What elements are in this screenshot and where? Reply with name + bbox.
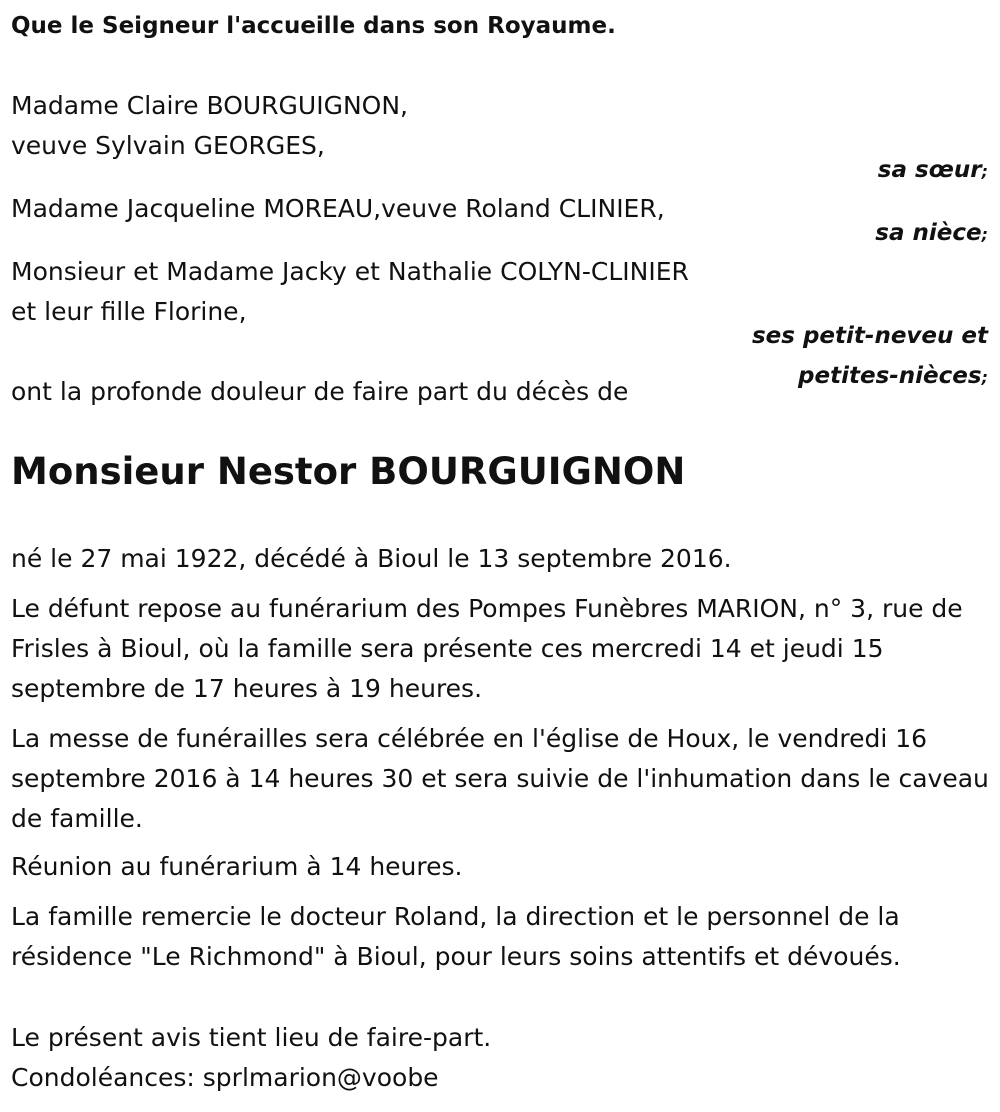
announcement-text: ont la profonde douleur de faire part du décès de <box>11 377 629 406</box>
relation-grandnephews-line-2 <box>798 356 988 398</box>
family-entry-2-line-1: Madame Jacqueline MOREAU,veuve Roland CLINIER, <box>11 194 665 223</box>
relation-sister-label: sa sœur <box>877 157 982 183</box>
birth-death-dates: né le 27 mai 1922, décédé à Bioul le 13 septembre 2016. <box>11 544 732 573</box>
family-entry-1-line-2: veuve Sylvain GEORGES, <box>11 131 325 160</box>
family-entry-3-line-2: et leur fille Florine, <box>11 297 247 326</box>
relation-niece-label: sa nièce <box>875 220 982 246</box>
relation-separator: ; <box>981 225 988 244</box>
notice-text: Le présent avis tient lieu de faire-part. <box>11 1023 492 1052</box>
relation-sister <box>878 150 988 192</box>
funeral-meeting: Réunion au funérarium à 14 heures. <box>11 852 463 881</box>
family-entry-3-line-1: Monsieur et Madame Jacky et Nathalie COLYN-CLINIER <box>11 257 689 286</box>
condolences-text: Condoléances: sprlmarion@voobe <box>11 1063 439 1092</box>
relation-separator: ; <box>981 368 988 387</box>
relation-niece <box>875 213 988 255</box>
relation-separator: ; <box>981 162 988 181</box>
relation-grandnephews-line-1: ses petit-neveu et <box>751 323 988 349</box>
family-entry-1-line-1: Madame Claire BOURGUIGNON, <box>11 91 408 120</box>
relation-grandnephews-label: petites-nièces <box>798 363 982 389</box>
prayer-heading: Que le Seigneur l'accueille dans son Royaume. <box>11 13 616 39</box>
family-thanks: La famille remercie le docteur Roland, la direction et le personnel de la résidence "Le Richmond" à Bioul, pour leurs soins attentifs et dévoués. <box>11 902 901 971</box>
funeral-mass: La messe de funérailles sera célébrée en l'église de Houx, le vendredi 16 septembre 2016 à 14 heures 30 et sera suivie de l'inhumation dans le caveau de famille. <box>11 724 989 833</box>
funeral-home-rest: Le défunt repose au funérarium des Pompes Funèbres MARION, n° 3, rue de Frisles à Bioul, où la famille sera présente ces mercredi 14 et jeudi 15 septembre de 17 heures à 19 heures. <box>11 594 963 703</box>
deceased-name: Monsieur Nestor BOURGUIGNON <box>11 450 686 493</box>
